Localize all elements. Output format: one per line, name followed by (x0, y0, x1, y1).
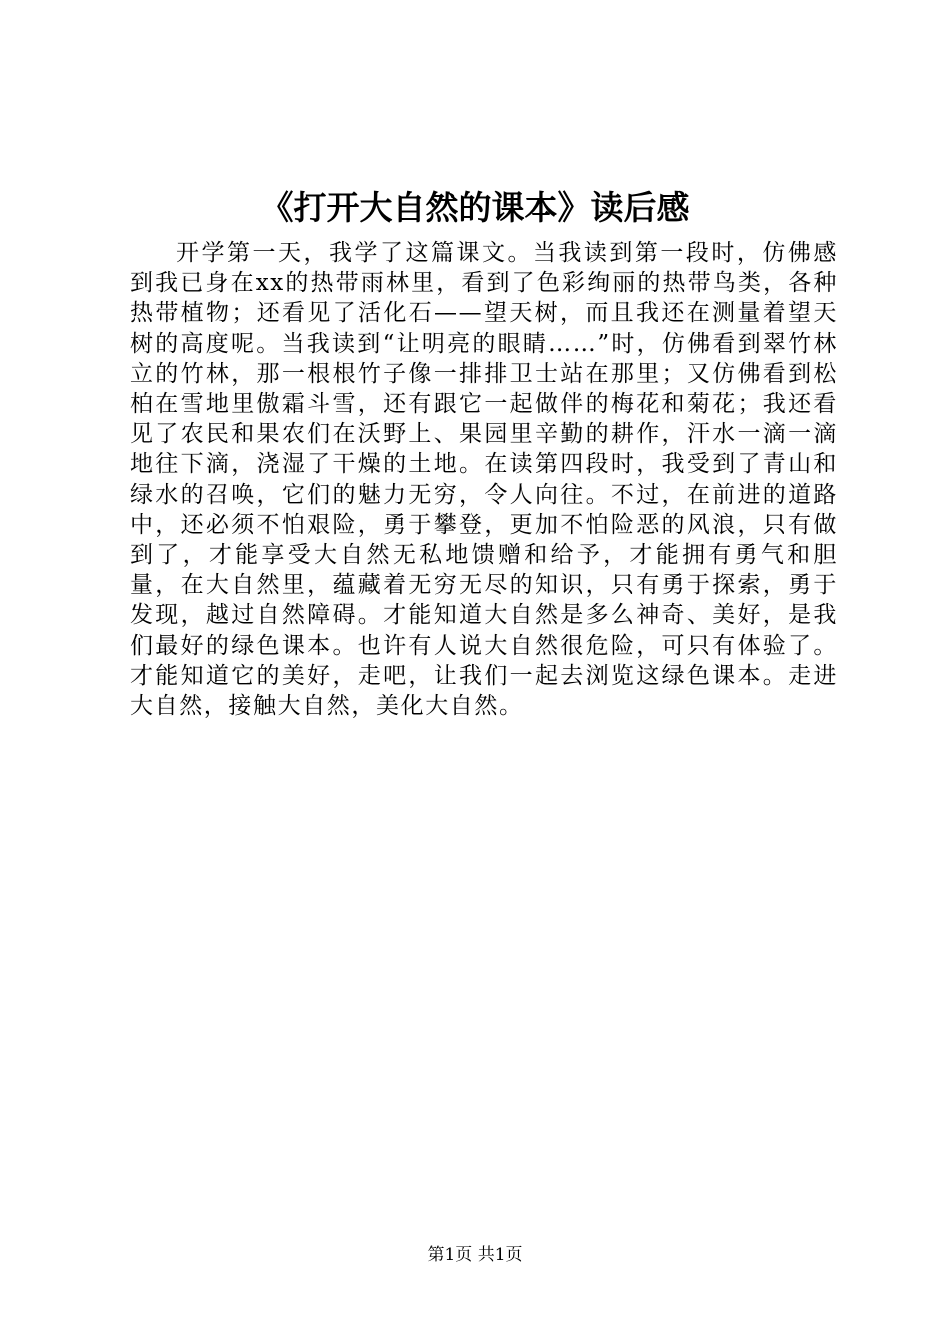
document-title: 《打开大自然的课本》读后感 (260, 188, 690, 227)
document-body-paragraph: 开学第一天，我学了这篇课文。当我读到第一段时，仿佛感到我已身在xx的热带雨林里，看到了色彩绚丽的热带鸟类，各种热带植物；还看见了活化石——望天树，而且我还在测量着望天树的高度呢。当我读到“让明亮的眼睛……”时，仿佛看到翠竹林立的竹林，那一根根竹子像一排排卫士站在那里；又仿佛看到松柏在雪地里傲霜斗雪，还有跟它一起做伴的梅花和菊花；我还看见了农民和果农们在沃野上、果园里辛勤的耕作，汗水一滴一滴地往下滴，浇湿了干燥的土地。在读第四段时，我受到了青山和绿水的召唤，它们的魅力无穷，令人向往。不过，在前进的道路中，还必须不怕艰险，勇于攀登，更加不怕险恶的风浪，只有做到了，才能享受大自然无私地馈赠和给予，才能拥有勇气和胆量，在大自然里，蕴藏着无穷无尽的知识，只有勇于探索，勇于发现，越过自然障碍。才能知道大自然是多么神奇、美好，是我们最好的绿色课本。也许有人说大自然很危险，可只有体验了。才能知道它的美好，走吧，让我们一起去浏览这绿色课本。走进大自然，接触大自然，美化大自然。 (130, 240, 838, 720)
page-number-footer: 第1页 共1页 (427, 1245, 523, 1265)
